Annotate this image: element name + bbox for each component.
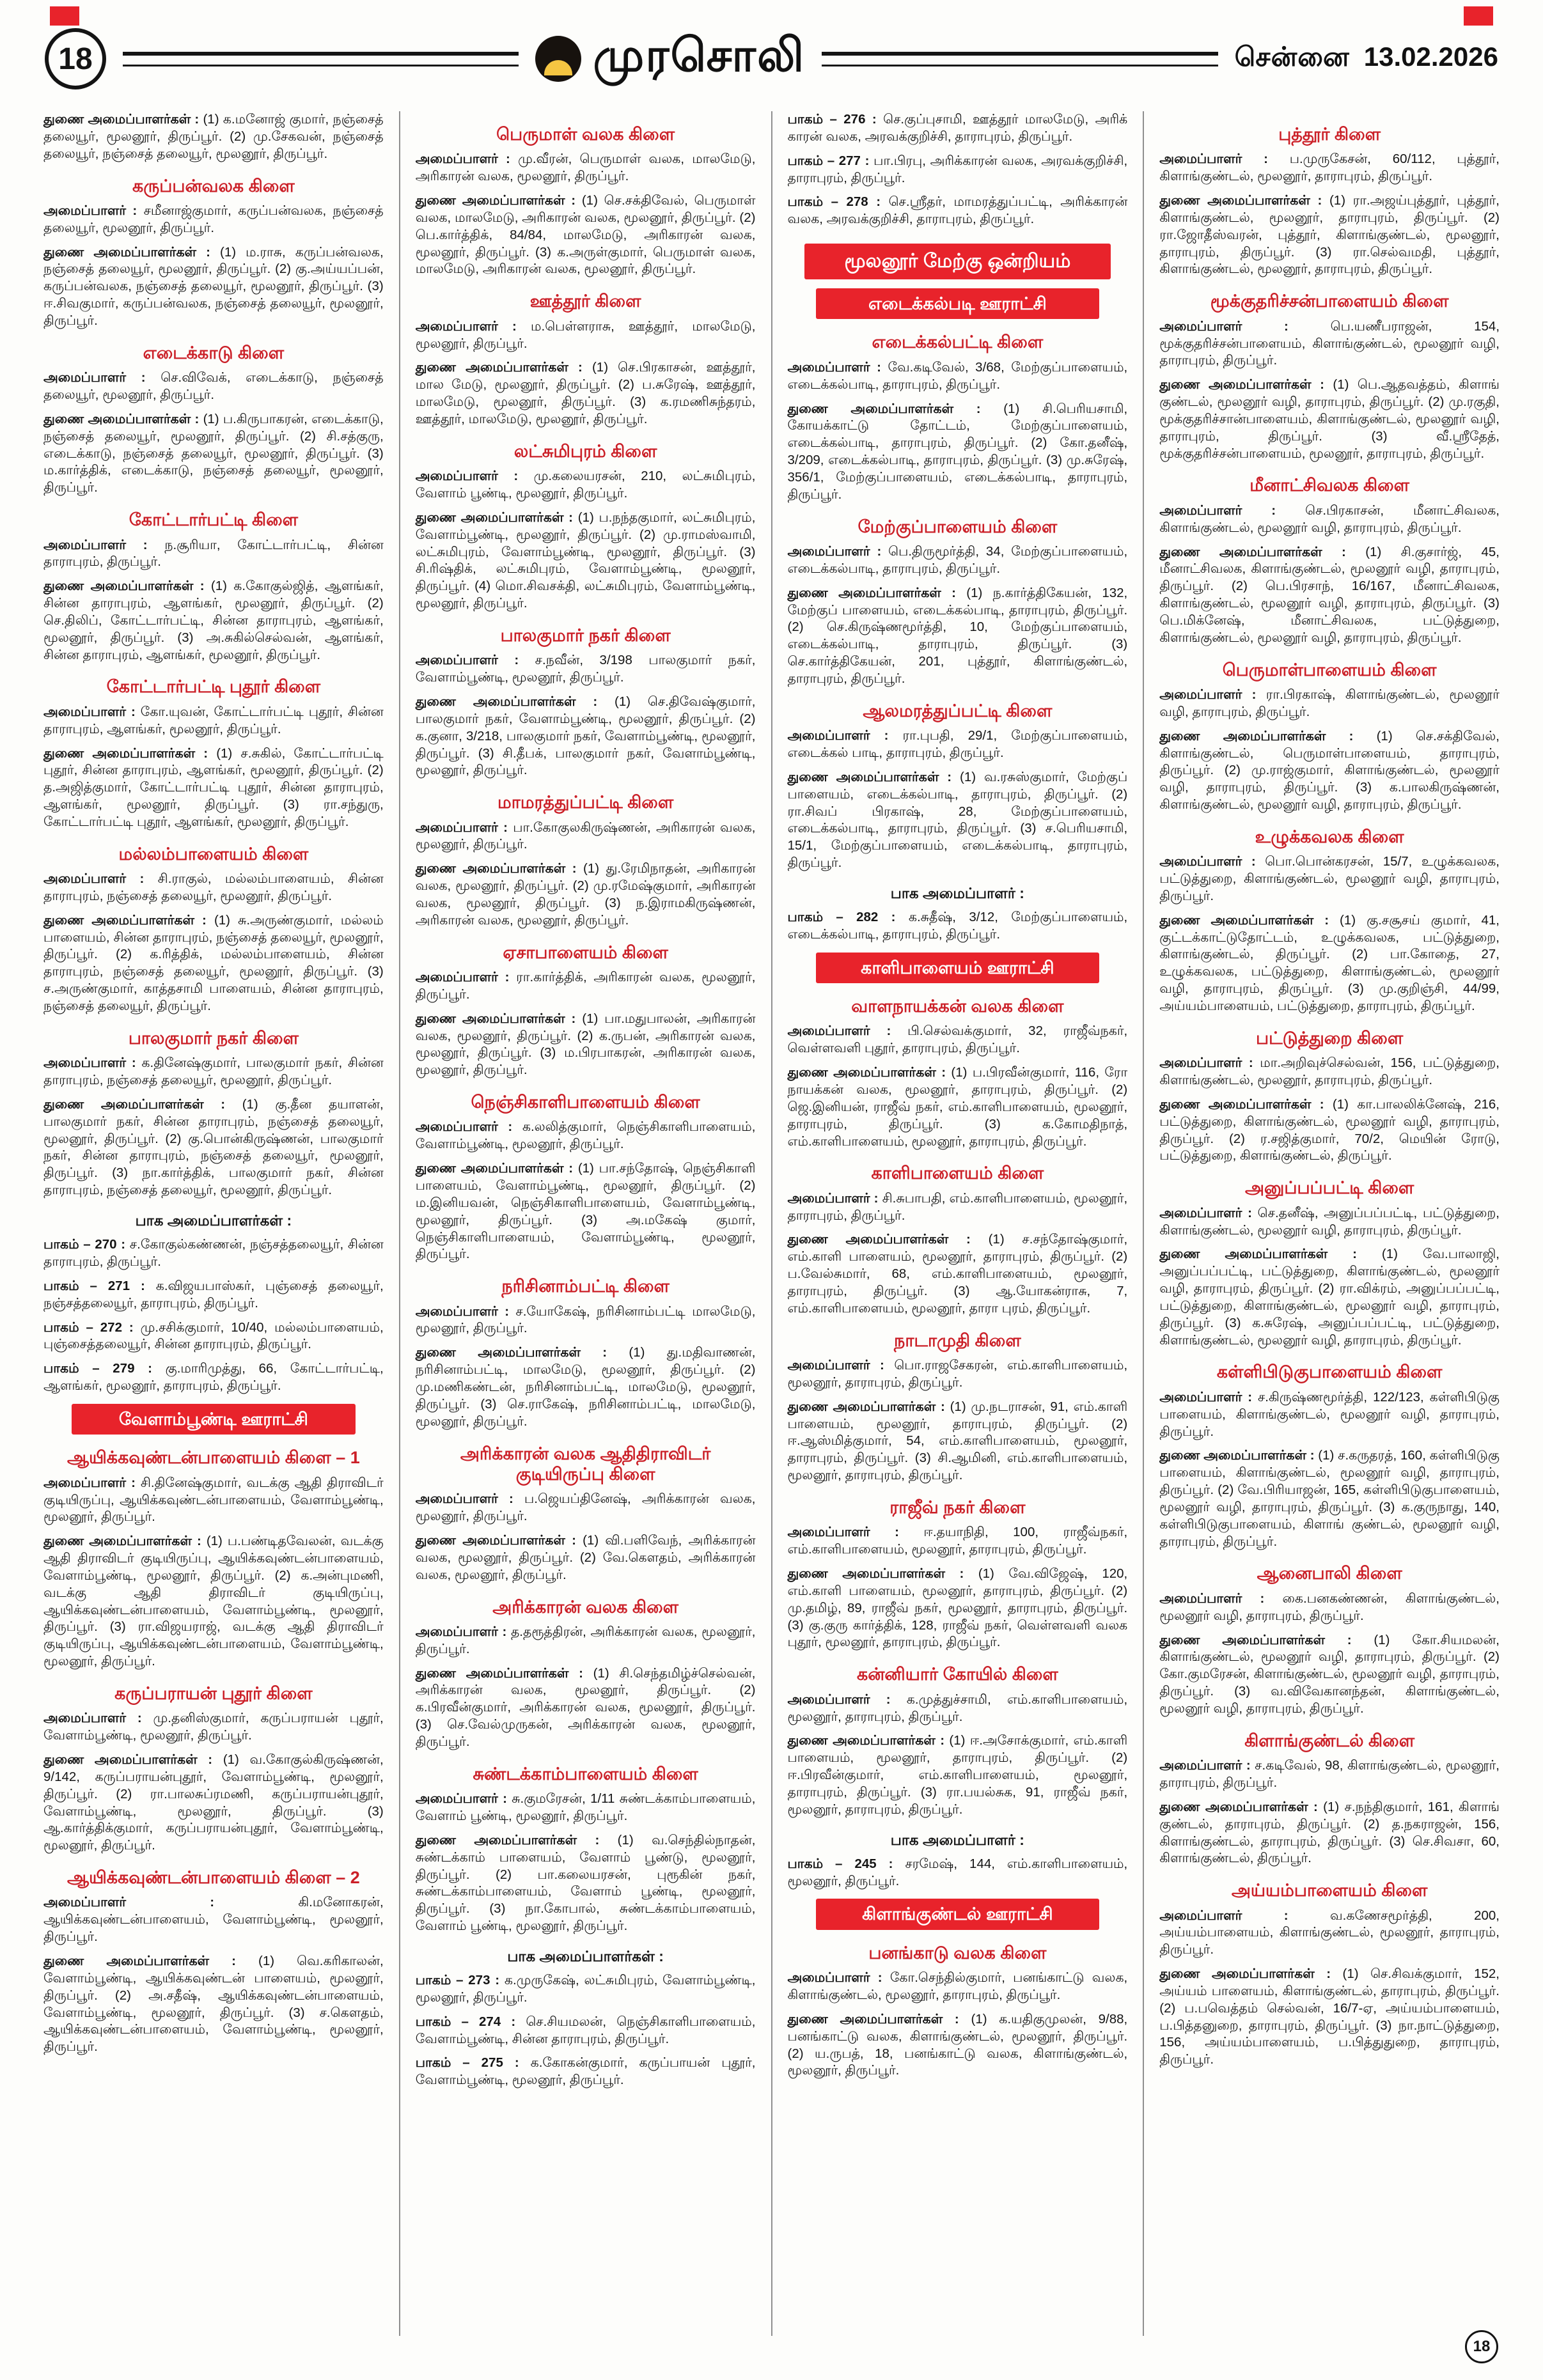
entry-lead: துணை அமைப்பாளர்கள் : <box>787 1399 950 1414</box>
entry-paragraph: அமைப்பாளர் : சி.தினேஷ்குமார், வடக்கு ஆதி திராவிடர் குடியிருப்பு, ஆயிக்கவுண்டன்பாளையம், வேளாம்பூண்டி, மூலனூர், திருப்பூர். <box>43 1475 384 1525</box>
entry-lead: அமைப்பாளர் : <box>1159 152 1290 167</box>
branch-heading: பனங்காடு வலக கிளை <box>868 1943 1047 1963</box>
dateline <box>1235 42 1498 76</box>
entry-paragraph: துணை அமைப்பாளர்கள் : (1) ச.சுகில், கோட்டார்பட்டி புதூர், சின்ன தாராபுரம், ஆளங்கர், மூலனூர், திருப்பூர். (2) த.அஜித்குமார், கோட்டார்பட்டி புதூர், சின்ன தாராபுரம், ஆளங்கர், மூலனூர், திருப்பூர். (3) ரா.சந்துரு, கோட்டார்பட்டி புதூர், ஆளங்கர், மூலனூர், திருப்பூர். <box>43 745 384 829</box>
entry-lead: அமைப்பாளர் : <box>415 1303 516 1319</box>
branch-heading: ஆனைபாலி கிளை <box>1257 1564 1402 1583</box>
entry-paragraph: துணை அமைப்பாளர்கள் : (1) பா.சந்தோஷ், நெஞ்சிகாளி பாளையம், வேளாம்பூண்டி, மூலனூர், திருப்பூர். (2) ம.இனியவன், நெஞ்சிகாளிபாளையம், வேளாம்பூண்டி, மூலனூர், திருப்பூர். (3) அ.மகேஷ் குமார், நெஞ்சிகாளிபாளையம், வேளாம்பூண்டி, மூலனூர், திருப்பூர். <box>415 1161 756 1262</box>
entry-paragraph: அமைப்பாளர் : சி.சுபாபதி, எம்.காளிபாளையம், மூலனூர், தாராபுரம், திருப்பூர். <box>787 1190 1128 1223</box>
entry-paragraph: துணை அமைப்பாளர்கள் : (1) சி.குசார்ஜ், 45, மீனாட்சிவலக, கிளாங்குண்டல், மூலனூர் வழி, தாராபுரம், திருப்பூர். (2) பெ.பிரசாந், 16/167, மீனாட்சிவலக, கிளாங்குண்டல், மூலனூர் வழி, தாராபுரம், திருப்பூர். (3) பெ.மிக்னேஷ், மீனாட்சிவலக, பட்டுத்துறை, கிளாங்குண்டல், மூலனூர் வழி, தாராபுரம், திருப்பூர். <box>1159 544 1500 645</box>
header-rule-left <box>123 52 519 66</box>
entry-paragraph: துணை அமைப்பாளர்கள் : (1) செ.சக்திவேல், பெருமாள் வலக, மாலமேடு, அரிகாரன் வலக, மூலனூர், திருப்பூர். (2) பெ.கார்த்திக், 84/84, மாலமேடு, அரிகாரன் வலக, மூலனூர், திருப்பூர். (3) க.அருள்குமார், பெருமாள் வலக, மாலமேடு, அரிகாரன் வலக, மூலனூர், திருப்பூர். <box>415 193 756 277</box>
entry-paragraph: பாகம் – 277 : பா.பிரபு, அரிக்காரன் வலக, அரவக்குறிச்சி, தாராபுரம், திருப்பூர். <box>787 153 1128 185</box>
entry-paragraph: அமைப்பாளர் : சி.ராகுல், மல்லம்பாளையம், சின்ன தாராபுரம், நஞ்சைத் தலையூர், மூலனூர், திருப்பூர். <box>43 871 384 903</box>
entry-lead: துணை அமைப்பாளர்கள் : <box>43 411 203 426</box>
entry-lead: அமைப்பாளர் : <box>1159 1591 1283 1606</box>
branch-heading: நரிசினாம்பட்டி கிளை <box>501 1277 670 1296</box>
entry-lead: அமைப்பாளர் : <box>43 537 165 552</box>
entry-paragraph: துணை அமைப்பாளர்கள் : (1) ரா.அஜய்புத்தூர், புத்தூர், கிளாங்குண்டல், மூலனூர், தாராபுரம், திருப்பூர். (2) ரா.ஜோதீஸ்வரன், புத்தூர், கிளாங்குண்டல், மூலனூர், தாராபுரம், திருப்பூர். (3) ரா.செல்வமதி, புத்தூர், கிளாங்குண்டல், மூலனூர், தாராபுரம், திருப்பூர். <box>1159 193 1500 277</box>
entry-paragraph: பாகம் – 272 : மு.சசிக்குமார், 10/40, மல்லம்பாளையம், புஞ்சைத்தலையூர், சின்ன தாராபுரம், திருப்பூர். <box>43 1319 384 1352</box>
entry-paragraph: அமைப்பாளர் : சமீனாஜ்குமார், கருப்பன்வலக, நஞ்சைத் தலையூர், மூலனூர், திருப்பூர். <box>43 203 384 235</box>
entry-lead: துணை அமைப்பாளர்கள் : <box>415 1665 593 1681</box>
entry-lead: துணை அமைப்பாளர்கள் : <box>43 1096 242 1112</box>
entry-paragraph: அமைப்பாளர் : க.லலித்குமார், நெஞ்சிகாளிபாளையம், வேளாம்பூண்டி, மூலனூர், திருப்பூர். <box>415 1119 756 1152</box>
entry-lead: துணை அமைப்பாளர்கள் : <box>43 1752 223 1768</box>
entry-paragraph: அமைப்பாளர் : கை.பனகண்ணன், கிளாங்குண்டல், மூலனூர் வழி, தாராபுரம், திருப்பூர். <box>1159 1591 1500 1623</box>
entry-paragraph: பாகம் – 273 : க.முருகேஷ், லட்சுமிபுரம், வேளாம்பூண்டி, மூலனூர், திருப்பூர். <box>415 1973 756 2005</box>
entry-lead: பாகம் – 245 : <box>787 1856 905 1871</box>
entry-lead: அமைப்பாளர் : <box>787 1525 924 1540</box>
branch-heading: மீனாட்சிவலக கிளை <box>1249 476 1410 495</box>
entry-paragraph: அமைப்பாளர் : பி.செல்வக்குமார், 32, ராஜீவ்நகர், வெள்ளவளி புதூர், தாராபுரம், திருப்பூர். <box>787 1023 1128 1056</box>
entry-paragraph: துணை அமைப்பாளர்கள் : (1) வே.விஜேஷ், 120, எம்.காளி பாளையம், மூலனூர், தாராபுரம், திருப்பூர். (2) மு.தமிழ், 89, ராஜீவ் நகர், மூலனூர், தாராபுரம், திருப்பூர். (3) கு.குரு கார்த்திக், 128, ராஜீவ் நகர், வெள்ளவளி வலக புதூர், மூலனூர், தாராபுரம், திருப்பூர். <box>787 1566 1128 1650</box>
corner-mark-icon <box>50 6 79 26</box>
entry-lead: துணை அமைப்பாளர்கள் : <box>787 1232 989 1247</box>
entry-lead: துணை அமைப்பாளர்கள் : <box>415 694 615 709</box>
entry-lead: அமைப்பாளர் : <box>1159 1205 1258 1220</box>
entry-paragraph: அமைப்பாளர் : வே.கடிவேல், 3/68, மேற்குப்பாளையம், எடைக்கல்பாடி, தாராபுரம், திருப்பூர். <box>787 359 1128 392</box>
entry-paragraph: பாகம் – 245 : சரமேஷ், 144, எம்.காளிபாளையம், மூலனூர், திருப்பூர். <box>787 1856 1128 1888</box>
entry-lead: துணை அமைப்பாளர்கள் : <box>787 1566 978 1582</box>
entry-lead: பாகம் – 282 : <box>787 910 909 924</box>
entry-paragraph: அமைப்பாளர் : சு.குமரேசன், 1/11 சுண்டக்காம்பாளையம், வேளாம் பூண்டி, மூலனூர், திருப்பூர். <box>415 1791 756 1824</box>
entry-lead: அமைப்பாளர் : <box>415 970 517 985</box>
entry-paragraph: துணை அமைப்பாளர்கள் : (1) ப.பிரவீன்குமார், 116, ரோ நாயக்கன் வலக, மூலனூர், தாராபுரம், திருப்பூர். (2) ஜெ.இனியன், ராஜீவ் நகர், எம்.காளிபாளையம், மூலனூர், தாராபுரம், திருப்பூர். (3) க.கோமதிநாத், எம்.காளிபாளையம், மூலனூர், தாராபுரம், திருப்பூர். <box>787 1065 1128 1149</box>
entry-lead: துணை அமைப்பாளர்கள் : <box>1159 544 1366 559</box>
entry-paragraph: துணை அமைப்பாளர்கள் : (1) வ.கோகுல்கிருஷ்ணன், 9/142, கருப்பராயன்புதூர், வேளாம்பூண்டி, மூலனூர், திருப்பூர். (2) ரா.பாலசுப்ரமணி, கருப்பராயன்புதூர், வேளாம்பூண்டி, மூலனூர், திருப்பூர். (3) ஆ.கார்த்திக்குமார், கருப்பராயன்புதூர், வேளாம்பூண்டி, மூலனூர், திருப்பூர். <box>43 1752 384 1853</box>
entry-lead: அமைப்பாளர் : <box>787 728 903 743</box>
branch-heading: ஏசாபாளையம் கிளை <box>503 942 668 962</box>
entry-paragraph: துணை அமைப்பாளர்கள் : (1) க.கோகுல்ஜித், ஆளங்கர், சின்ன தாராபுரம், ஆளங்கர், மூலனூர், திருப்பூர். (2) செ.திலிப், கோட்டார்பட்டி, சின்ன தாராபுரம், ஆளங்கர், மூலனூர், திருப்பூர். (3) அ.சுகில்செல்வன், ஆளங்கர், சின்ன தாராபுரம், ஆளங்கர், மூலனூர், திருப்பூர். <box>43 579 384 662</box>
branch-heading: பாலகுமார் நகர் கிளை <box>128 1028 299 1048</box>
entry-paragraph: துணை அமைப்பாளர்கள் : (1) செ.திவேஷ்குமார், பாலகுமார் நகர், வேளாம்பூண்டி, மூலனூர், திருப்பூர். (2) க.குனா, 3/218, பாலகுமார் நகர், வேளாம்பூண்டி, மூலனூர், திருப்பூர். (3) சி.தீபக், பாலகுமார் நகர், வேளாம்பூண்டி, மூலனூர், திருப்பூர். <box>415 694 756 778</box>
entry-lead: அமைப்பாளர் : <box>43 871 158 887</box>
entry-lead: துணை அமைப்பாளர்கள் : <box>43 1954 259 1968</box>
entry-lead: அமைப்பாளர் : <box>43 370 161 385</box>
entry-lead: அமைப்பாளர் : <box>43 1895 299 1910</box>
branch-heading: ஆயிக்கவுண்டன்பாளையம் கிளை – 1 <box>67 1448 360 1468</box>
entry-lead: அமைப்பாளர் : <box>415 820 513 835</box>
column-2 <box>400 111 772 2336</box>
entry-paragraph: பாகம் – 279 : கு.மாரிமுத்து, 66, கோட்டார்பட்டி, ஆளங்கர், மூலனூர், தாராபுரம், திருப்பூர். <box>43 1361 384 1394</box>
entry-paragraph: துணை அமைப்பாளர்கள் : (1) ச.கருதரத், 160, கள்ளிபிடுகு பாளையம், கிளாங்குண்டல், மூலனூர் வழி, தாராபுரம், திருப்பூர். (2) வே.பிரியாஜன், 165, கள்ளிபிடுகுபாளையம், மூலனூர் வழி, தாராபுரம், திருப்பூர். (3) க.குருநாது, 140, கள்ளிபிடுகுபாளையம், கிளாங் குண்டல், மூலனூர் வழி, தாராபுரம், திருப்பூர். <box>1159 1448 1500 1549</box>
entry-lead: அமைப்பாளர் : <box>787 543 889 559</box>
edition-name: சென்னை <box>1234 42 1350 72</box>
entry-lead: பாகம் – 274 : <box>415 2014 526 2029</box>
entry-lead: துணை அமைப்பாளர்கள் : <box>787 2011 971 2026</box>
entry-paragraph: அமைப்பாளர் : ம.பெள்ளராசு, ஊத்தூர், மாலமேடு, மூலனூர், திருப்பூர். <box>415 318 756 351</box>
column-4 <box>1144 111 1502 2336</box>
entry-paragraph: அமைப்பாளர் : கோ.செந்தில்குமார், பனங்காட்டு வலக, கிளாங்குண்டல், மூலனூர், தாராபுரம், திருப்பூர். <box>787 1970 1128 2002</box>
entry-paragraph: துணை அமைப்பாளர்கள் : (1) செ.பிரகாசன், ஊத்தூர், மால மேடு, மூலனூர், திருப்பூர். (2) ப.சுரேஷ், ஊத்தூர், மாலமேடு, மூலனூர், திருப்பூர். (3) க.ரமணிசுந்தரம், ஊத்தூர், மாலமேடு, மூலனூர், திருப்பூர். <box>415 360 756 426</box>
entry-paragraph: அமைப்பாளர் : ரா.கார்த்திக், அரிகாரன் வலக, மூலனூர், திருப்பூர். <box>415 970 756 1002</box>
entry-lead: அமைப்பாளர் : <box>415 469 534 484</box>
part-organizers-label: பாக அமைப்பாளர் : <box>890 1831 1024 1848</box>
entry-paragraph: அமைப்பாளர் : செ.விவேக், எடைக்காடு, நஞ்சைத் தலையூர், மூலனூர், திருப்பூர். <box>43 370 384 403</box>
entry-paragraph: அமைப்பாளர் : க.முத்துச்சாமி, எம்.காளிபாளையம், மூலனூர், தாராபுரம், திருப்பூர். <box>787 1692 1128 1724</box>
entry-lead: துணை அமைப்பாளர்கள் : <box>43 912 214 928</box>
branch-heading: வாளநாயக்கன் வலக கிளை <box>851 997 1064 1016</box>
entry-paragraph: பாகம் – 278 : செ.ஸ்ரீதர், மாமரத்துப்பட்டி, அரிக்காரன் வலக, அரவக்குறிச்சி, தாராபுரம், திருப்பூர். <box>787 194 1128 227</box>
entry-lead: அமைப்பாளர் : <box>415 152 519 167</box>
entry-paragraph: துணை அமைப்பாளர்கள் : (1) பெ.ஆதவத்தம், கிளாங் குண்டல், மூலனூர் வழி, தாராபுரம், திருப்பூர். (2) மு.ரகுதி, மூக்குதரிச்சான்பாளையம், கிளாங்குண்டல், மூலனூர் வழி, தாராபுரம், திருப்பூர். (3) வீ.ஸ்ரீதேத், மூக்குதரிச்சன்பாளையம், மூலனூர், தாராபுரம், திருப்பூர். <box>1159 377 1500 461</box>
entry-lead: அமைப்பாளர் : <box>1159 1389 1258 1404</box>
entry-lead: துணை அமைப்பாளர்கள் : <box>787 401 1004 416</box>
entry-lead: அமைப்பாளர் : <box>1159 1055 1260 1071</box>
entry-paragraph: துணை அமைப்பாளர்கள் : (1) சி.செந்தமிழ்ச்செல்வன், அரிக்காரன் வலக, மூலனூர், திருப்பூர். (2) க.பிரவீன்குமார், அரிக்காரன் வலக, மூலனூர், திருப்பூர். (3) செ.வேல்முருகன், அரிக்காரன் வலக, மூலனூர், திருப்பூர். <box>415 1665 756 1749</box>
entry-paragraph: துணை அமைப்பாளர்கள் : (1) ப.கிருபாகரன், எடைக்காடு, நஞ்சைத் தலையூர், மூலனூர், திருப்பூர். (2) சி.சத்குரு, எடைக்காடு, நஞ்சைத் தலையூர், மூலனூர், திருப்பூர். (3) ம.கார்த்திக், எடைக்காடு, நஞ்சைத் தலையூர், மூலனூர், திருப்பூர். <box>43 411 384 495</box>
branch-heading: கருப்பராயன் புதூர் கிளை <box>114 1683 313 1703</box>
entry-lead: அமைப்பாளர் : <box>1159 687 1266 702</box>
entry-lead: துணை அமைப்பாளர்கள் : <box>1159 1096 1333 1112</box>
branch-heading: ஊத்தூர் கிளை <box>529 292 641 311</box>
entry-paragraph: துணை அமைப்பாளர்கள் : (1) ம.ராசு, கருப்பன்வலக, நஞ்சைத் தலையூர், மூலனூர், திருப்பூர். (2) கு.அய்யப்பன், கருப்பன்வலக, நஞ்சைத் தலையூர், மூலனூர், திருப்பூர். (3) ஈ.சிவகுமார், கருப்பன்வலக, நஞ்சைத் தலையூர், மூலனூர், திருப்பூர். <box>43 244 384 328</box>
entry-paragraph: அமைப்பாளர் : பொ.ராஜசேகரன், எம்.காளிபாளையம், மூலனூர், தாராபுரம், திருப்பூர். <box>787 1358 1128 1390</box>
footer-page-number: 18 <box>1465 2330 1498 2363</box>
entry-paragraph: துணை அமைப்பாளர்கள் : (1) சி.பெரியசாமி, கோயக்காட்டு தோட்டம், மேற்குப்பாளையம், எடைக்கல்பாடி, தாராபுரம், திருப்பூர். (2) கோ.தனீஷ், 3/209, எடைக்கல்பாடி, தாராபுரம், திருப்பூர். (3) மு.சுரேஷ், 356/1, மேற்குப்பாளையம், எடைக்கல்பாடி, தாராபுரம், திருப்பூர். <box>787 401 1128 502</box>
entry-paragraph: அமைப்பாளர் : க.தினேஷ்குமார், பாலகுமார் நகர், சின்ன தாராபுரம், நஞ்சைத் தலையூர், மூலனூர், திருப்பூர். <box>43 1055 384 1088</box>
entry-paragraph: துணை அமைப்பாளர்கள் : (1) ந.கார்த்திகேயன், 132, மேற்குப் பாளையம், எடைக்கல்பாடி, தாராபுரம், திருப்பூர். (2) செ.கிருஷ்ணமூர்த்தி, 10, மேற்குப்பாளையம், எடைக்கல்பாடி, தாராபுரம், திருப்பூர். (3) செ.கார்த்திகேயன், 201, புத்தூர், கிளாங்குண்டல், தாராபுரம், திருப்பூர். <box>787 585 1128 686</box>
entry-paragraph: அமைப்பாளர் : செ.தனீஷ், அனுப்பப்பட்டி, பட்டுத்துறை, கிளாங்குண்டல், மூலனூர் வழி, தாராபுரம், திருப்பூர். <box>1159 1205 1500 1238</box>
entry-paragraph: அமைப்பாளர் : பா.கோகுலகிருஷ்ணன், அரிகாரன் வலக, மூலனூர், திருப்பூர். <box>415 820 756 852</box>
entry-lead: துணை அமைப்பாளர்கள் : <box>415 1011 583 1026</box>
branch-heading: காளிபாளையம் கிளை <box>871 1163 1044 1183</box>
branch-heading: எடைக்கல்பட்டி கிளை <box>872 332 1044 352</box>
part-organizers-label: பாக அமைப்பாளர்கள் : <box>507 1947 664 1964</box>
part-organizers-label: பாக அமைப்பாளர் : <box>890 884 1024 901</box>
entry-lead: பாகம் – 277 : <box>787 153 874 168</box>
branch-heading: பட்டுத்துறை கிளை <box>1256 1028 1404 1048</box>
entry-paragraph: துணை அமைப்பாளர்கள் : (1) கு.தீன தயாளன், பாலகுமார் நகர், சின்ன தாராபுரம், நஞ்சைத் தலையூர், மூலனூர், திருப்பூர். (2) கு.பொன்கிருஷ்ணன், பாலகுமார் நகர், சின்ன தாராபுரம், நஞ்சைத் தலையூர், மூலனூர், திருப்பூர். (3) நா.கார்த்திக், பாலகுமார் நகர், சின்ன தாராபுரம், நஞ்சைத் தலையூர், மூலனூர், திருப்பூர். <box>43 1096 384 1198</box>
branch-heading: அரிக்காரன் வலக ஆதிதிராவிடர் குடியிருப்பு கிளை <box>460 1443 711 1484</box>
branch-heading: ஆயிக்கவுண்டன்பாளையம் கிளை – 2 <box>67 1868 360 1888</box>
entry-paragraph: அமைப்பாளர் : ரா.புபதி, 29/1, மேற்குப்பாளையம், எடைக்கல் பாடி, தாராபுரம், திருப்பூர். <box>787 728 1128 760</box>
entry-paragraph: அமைப்பாளர் : வ.கணேசமூர்த்தி, 200, அய்யம்பாளையம், கிளாங்குண்டல், மூலனூர், தாராபுரம், திருப்பூர். <box>1159 1908 1500 1957</box>
entry-lead: துணை அமைப்பாளர்கள் : <box>415 1161 578 1176</box>
entry-lead: பாகம் – 276 : <box>787 112 884 127</box>
page-header <box>0 0 1543 100</box>
entry-paragraph: அமைப்பாளர் : கோ.யுவன், கோட்டார்பட்டி புதூர், சின்ன தாராபுரம், ஆளங்கர், மூலனூர், திருப்பூர். <box>43 704 384 736</box>
entry-lead: துணை அமைப்பாளர்கள் : <box>1159 1799 1324 1814</box>
entry-lead: துணை அமைப்பாளர்கள் : <box>787 1065 952 1080</box>
entry-paragraph: அமைப்பாளர் : செ.பிரகாசன், மீனாட்சிவலக, கிளாங்குண்டல், மூலனூர் வழி, தாராபுரம், திருப்பூர். <box>1159 502 1500 535</box>
entry-lead: அமைப்பாளர் : <box>787 1190 882 1206</box>
entry-lead: துணை அமைப்பாளர்கள் : <box>415 193 582 208</box>
entry-lead: அமைப்பாளர் : <box>43 1055 142 1071</box>
entry-lead: துணை அமைப்பாளர்கள் : <box>43 1534 207 1549</box>
entry-lead: துணை அமைப்பாளர்கள் : <box>787 769 960 784</box>
entry-paragraph: துணை அமைப்பாளர்கள் : (1) சு.அருண்குமார், மல்லம் பாளையம், சின்ன தாராபுரம், நஞ்சைத் தலையூர், மூலனூர், திருப்பூர். (2) க.ரித்திக், மல்லம்பாளையம், சின்ன தாராபுரம், நஞ்சைத் தலையூர், மூலனூர், திருப்பூர். (3) ச.அருண்குமார், காத்தசாமி பாளையம், சின்ன தாராபுரம், நஞ்சைத் தலையூர், திருப்பூர். <box>43 912 384 1014</box>
entry-paragraph: துணை அமைப்பாளர்கள் : (1) வெ.கரிகாலன், வேளாம்பூண்டி, ஆயிக்கவுண்டன் பாளையம், மூலனூர், திருப்பூர். (2) அ.சதீஷ், ஆயிக்கவுண்டன்பாளையம், வேளாம்பூண்டி, மூலனூர், திருப்பூர். (3) ச.கௌதம், ஆயிக்கவுண்டன்பாளையம், வேளாம்பூண்டி, மூலனூர், திருப்பூர். <box>43 1954 384 2055</box>
branch-heading: மூக்குதரிச்சன்பாளையம் கிளை <box>1210 292 1449 311</box>
entry-lead: துணை அமைப்பாளர்கள் : <box>415 360 592 375</box>
entry-lead: அமைப்பாளர் : <box>43 203 144 218</box>
entry-lead: துணை அமைப்பாளர்கள் : <box>415 1533 583 1548</box>
entry-paragraph: அமைப்பாளர் : ப.முருகேசன், 60/112, புத்தூர், கிளாங்குண்டல், மூலனூர், தாராபுரம், திருப்பூர். <box>1159 152 1500 184</box>
entry-paragraph: அமைப்பாளர் : ச.யோகேஷ், நரிசினாம்பட்டி மாலமேடு, மூலனூர், திருப்பூர். <box>415 1303 756 1336</box>
entry-paragraph: அமைப்பாளர் : மா.அறிவுச்செல்வன், 156, பட்டுத்துறை, கிளாங்குண்டல், மூலனூர், தாராபுரம், திருப்பூர். <box>1159 1055 1500 1088</box>
entry-lead: அமைப்பாளர் : <box>43 1475 141 1490</box>
entry-paragraph: அமைப்பாளர் : கி.மனோகரன், ஆயிக்கவுண்டன்பாளையம், வேளாம்பூண்டி, மூலனூர், திருப்பூர். <box>43 1895 384 1945</box>
union-banner: மூலனூர் மேற்கு ஒன்றியம் <box>804 244 1111 279</box>
entry-paragraph: பாகம் – 271 : க.விஜயபாஸ்கர், புஞ்சைத் தலையூர், நஞ்சத்தலையூர், தாராபுரம், திருப்பூர். <box>43 1278 384 1311</box>
entry-paragraph: அமைப்பாளர் : மு.கலையரசன், 210, லட்சுமிபுரம், வேளாம் பூண்டி, மூலனூர், திருப்பூர். <box>415 469 756 501</box>
rising-sun-logo-icon <box>535 36 581 82</box>
entry-paragraph: அமைப்பாளர் : ச.நவீன், 3/198 பாலகுமார் நகர், வேளாம்பூண்டி, மூலனூர், திருப்பூர். <box>415 653 756 685</box>
entry-lead: துணை அமைப்பாளர்கள் : <box>1159 1966 1343 1982</box>
entry-lead: துணை அமைப்பாளர்கள் : <box>1159 377 1333 393</box>
entry-paragraph: துணை அமைப்பாளர்கள் : (1) ச.நந்திகுமார், 161, கிளாங் குண்டல், தாராபுரம், திருப்பூர். (2) த.நகராஜன், 156, கிளாங்குண்டல், தாராபுரம், திருப்பூர். (3) செ.சிவசா, 60, கிளாங்குண்டல், திருப்பூர். <box>1159 1799 1500 1866</box>
entry-paragraph: துணை அமைப்பாளர்கள் : (1) கு.சசூசய் குமார், 41, குட்டக்காட்டுதோட்டம், உழுக்கவலக, பட்டுத்துறை, கிளாங்குண்டல், திருப்பூர். (2) பா.கோதை, 27, உழுக்கவலக, பட்டுத்துறை, கிளாங்குண்டல், மூலனூர் வழி, தாராபுரம், திருப்பூர். (3) மு.குறிஞ்சி, 44/99, அய்யம்பாளையம், பட்டுத்துறை, தாராபுரம், திருப்பூர். <box>1159 912 1500 1014</box>
entry-lead: அமைப்பாளர் : <box>787 1023 908 1039</box>
entry-lead: அமைப்பாளர் : <box>787 1970 890 1986</box>
branch-heading: ஆலமரத்துப்பட்டி கிளை <box>863 701 1053 720</box>
masthead-title: முரசொலி <box>593 30 806 81</box>
entry-paragraph: துணை அமைப்பாளர்கள் : (1) மு.நடராசன், 91, எம்.காளி பாளையம், மூலனூர், தாராபுரம், திருப்பூர். (2) ஈ.ஆஸ்மித்குமார், 54, எம்.காளிபாளையம், மூலனூர், தாராபுரம், திருப்பூர். (3) சி.ஆமினி, எம்.காளிபாளையம், மூலனூர், தாராபுரம், திருப்பூர். <box>787 1399 1128 1483</box>
entry-paragraph: துணை அமைப்பாளர்கள் : (1) ச.சந்தோஷ்குமார், எம்.காளி பாளையம், மூலனூர், தாராபுரம், திருப்பூர். (2) ப.வேல்சுமார், 68, எம்.காளிபாளையம், மூலனூர், தாராபுரம், திருப்பூர். (3) ஆ.யோகன்ராசு, 7, எம்.காளிபாளையம், மூலனூர், தாரா புரம், திருப்பூர். <box>787 1232 1128 1316</box>
entry-paragraph: துணை அமைப்பாளர்கள் : (1) து.மதிவாணன், நரிசினாம்பட்டி, மாலமேடு, மூலனூர், திருப்பூர். (2) மு.மணிகண்டன், நரிசினாம்பட்டி, மாலமேடு, மூலனூர், திருப்பூர். (3) செ.ராகேஷ், நரிசினாம்பட்டி, மாலமேடு, மூலனூர், திருப்பூர். <box>415 1345 756 1429</box>
panchayat-banner: எடைக்கல்படி ஊராட்சி <box>816 288 1100 319</box>
entry-paragraph: துணை அமைப்பாளர்கள் : (1) வ.ரசுஸ்குமார், மேற்குப் பாளையம், எடைக்கல்பாடி, தாராபுரம், திருப்பூர். (2) ரா.சிவப் பிரகாஷ், 28, மேற்குப்பாளையம், எடைக்கல்பாடி, தாராபுரம், திருப்பூர். (3) ச.பெரியசாமி, 15/1, மேற்குப்பாளையம், எடைக்கல்பாடி, தாராபுரம், திருப்பூர். <box>787 769 1128 871</box>
entry-paragraph: அமைப்பாளர் : ந.சூரியா, கோட்டார்பட்டி, சின்ன தாராபுரம், திருப்பூர். <box>43 537 384 570</box>
branch-heading: புத்தூர் கிளை <box>1278 125 1381 144</box>
entry-lead: அமைப்பாளர் : <box>1159 854 1265 869</box>
branch-heading: எடைக்காடு கிளை <box>143 343 285 362</box>
header-rule-right <box>822 52 1218 66</box>
entry-lead: அமைப்பாளர் : <box>415 318 531 334</box>
entry-paragraph: அமைப்பாளர் : பெ.யணீபராஜன், 154, மூக்குதரிச்சன்பாளையம், கிளாங்குண்டல், மூலனூர் வழி, தாராபுரம், திருப்பூர். <box>1159 318 1500 368</box>
entry-paragraph: பாகம் – 274 : செ.சியமலன், நெஞ்சிகாளிபாளையம், வேளாம்பூண்டி, சின்ன தாராபுரம், திருப்பூர். <box>415 2014 756 2046</box>
branch-heading: கோட்டார்பட்டி புதூர் கிளை <box>106 677 321 697</box>
entry-lead: பாகம் – 271 : <box>43 1278 156 1293</box>
branch-heading: சுண்டக்காம்பாளையம் கிளை <box>473 1764 698 1784</box>
entry-paragraph: அமைப்பாளர் : ஈ.தயாநிதி, 100, ராஜீவ்நகர், எம்.காளிபாளையம், மூலனூர், தாராபுரம், திருப்பூர். <box>787 1525 1128 1557</box>
entry-lead: பாகம் – 272 : <box>43 1319 141 1335</box>
entry-lead: அமைப்பாளர் : <box>43 704 141 719</box>
panchayat-banner: காளிபாளையம் ஊராட்சி <box>816 953 1100 983</box>
entry-paragraph: அமைப்பாளர் : பொ.பொன்கரசன், 15/7, உழுக்கவலக, பட்டுத்துறை, கிளாங்குண்டல், மூலனூர் வழி, தாராபுரம், திருப்பூர். <box>1159 854 1500 903</box>
branch-heading: லட்சுமிபுரம் கிளை <box>513 441 657 461</box>
entry-paragraph: துணை அமைப்பாளர்கள் : (1) க.யதிகுமுலன், 9/88, பனங்காட்டு வலக, கிளாங்குண்டல், மூலனூர், திருப்பூர். (2) ய.ருபத், 18, பனங்காட்டு வலக, கிளாங்குண்டல், மூலனூர், திருப்பூர். <box>787 2011 1128 2078</box>
entry-paragraph: துணை அமைப்பாளர்கள் : (1) து.ரேமிநாதன், அரிகாரன் வலக, மூலனூர், திருப்பூர். (2) மு.ரமேஷ்குமார், அரிகாரன் வலக, மூலனூர், திருப்பூர். (3) ந.இராமகிருஷ்ணன், அரிகாரன் வலக, மூலனூர், திருப்பூர். <box>415 861 756 928</box>
content-columns <box>0 100 1543 2355</box>
entry-lead: துணை அமைப்பாளர்கள் : <box>415 861 584 876</box>
entry-paragraph: அமைப்பாளர் : ச.கடிவேல், 98, கிளாங்குண்டல், மூலனூர், தாராபுரம், திருப்பூர். <box>1159 1758 1500 1790</box>
entry-paragraph: துணை அமைப்பாளர்கள் : (1) பா.மதுபாலன், அரிகாரன் வலக, மூலனூர், திருப்பூர். (2) க.ருபன், அரிகாரன் வலக, மூலனூர், திருப்பூர். (3) ம.பிரபாகரன், அரிகாரன் வலக, மூலனூர், திருப்பூர். <box>415 1011 756 1078</box>
branch-heading: கிளாங்குண்டல் கிளை <box>1244 1731 1415 1750</box>
entry-lead: துணை அமைப்பாளர்கள் : <box>415 1345 629 1360</box>
entry-lead: அமைப்பாளர் : <box>1159 1758 1255 1773</box>
branch-heading: அனுப்பப்பட்டி கிளை <box>1245 1178 1414 1198</box>
branch-heading: அரிக்காரன் வலக கிளை <box>492 1597 679 1617</box>
entry-lead: துணை அமைப்பாளர்கள் : <box>787 1733 950 1748</box>
entry-paragraph: துணை அமைப்பாளர்கள் : (1) கோ.சியமலன், கிளாங்குண்டல், மூலனூர் வழி, தாராபுரம், திருப்பூர். (2) கோ.குமரேசன், கிளாங்குண்டல், மூலனூர் வழி, தாராபுரம், திருப்பூர். (3) வ.விவேகானந்தன், கிளாங்குண்டல், மூலனூர் வழி, தாராபுரம், திருப்பூர். <box>1159 1632 1500 1716</box>
branch-heading: பாலகுமார் நகர் கிளை <box>500 625 671 645</box>
entry-lead: துணை அமைப்பாளர்கள் : <box>43 579 211 594</box>
branch-heading: மல்லம்பாளையம் கிளை <box>118 844 309 864</box>
entry-lead: அமைப்பாளர் : <box>415 1624 511 1639</box>
entry-lead: அமைப்பாளர் : <box>415 1491 525 1507</box>
entry-lead: துணை அமைப்பாளர்கள் : <box>43 745 217 761</box>
branch-heading: மாமரத்துப்பட்டி கிளை <box>497 793 674 813</box>
entry-lead: அமைப்பாளர் : <box>1159 502 1306 518</box>
branch-heading: நாடாமுதி கிளை <box>894 1330 1021 1350</box>
entry-lead: பாகம் – 270 : <box>43 1237 130 1252</box>
entry-lead: துணை அமைப்பாளர்கள் : <box>1159 1448 1319 1463</box>
entry-lead: பாகம் – 279 : <box>43 1361 166 1376</box>
branch-heading: பெருமாள் வலக கிளை <box>496 125 675 144</box>
issue-date: 13.02.2026 <box>1363 42 1498 72</box>
entry-paragraph: அமைப்பாளர் : பெ.திருமூர்த்தி, 34, மேற்குப்பாளையம், எடைக்கல்பாடி, தாராபுரம், திருப்பூர். <box>787 543 1128 576</box>
entry-lead: அமைப்பாளர் : <box>415 1119 522 1135</box>
corner-mark-icon <box>1464 6 1493 26</box>
branch-heading: கன்னியார் கோயில் கிளை <box>856 1665 1058 1684</box>
entry-lead: துணை அமைப்பாளர்கள் : <box>1159 1632 1374 1647</box>
panchayat-banner: கிளாங்குண்டல் ஊராட்சி <box>816 1899 1100 1929</box>
entry-lead: துணை அமைப்பாளர்கள் : <box>415 509 578 525</box>
entry-lead: பாகம் – 278 : <box>787 194 889 210</box>
entry-paragraph: பாகம் – 276 : செ.குப்புசாமி, ஊத்தூர் மாலமேடு, அரிக் காரன் வலக, அரவக்குறிச்சி, தாராபுரம், திருப்பூர். <box>787 112 1128 144</box>
entry-paragraph: துணை அமைப்பாளர்கள் : (1) க.மனோஜ் குமார், நஞ்சைத் தலையூர், மூலனூர், திருப்பூர். (2) மு.சேகவன், நஞ்சைத் தலையூர், நஞ்சைத் தலையூர், மூலனூர், திருப்பூர். <box>43 112 384 161</box>
entry-paragraph: அமைப்பாளர் : மு.தனிஸ்குமார், கருப்பராயன் புதூர், வேளாம்பூண்டி, மூலனூர், திருப்பூர். <box>43 1711 384 1743</box>
column-3 <box>772 111 1145 2336</box>
branch-heading: பெருமாள்பாளையம் கிளை <box>1222 660 1437 680</box>
entry-paragraph: அமைப்பாளர் : மு.வீரன், பெருமாள் வலக, மாலமேடு, அரிகாரன் வலக, மூலனூர், திருப்பூர். <box>415 152 756 184</box>
entry-lead: பாகம் – 273 : <box>415 1973 505 1988</box>
branch-heading: கருப்பன்வலக கிளை <box>132 176 295 196</box>
entry-paragraph: பாகம் – 270 : ச.கோகுல்கண்ணன், நஞ்சத்தலையூர், சின்ன தாராபுரம், திருப்பூர். <box>43 1237 384 1269</box>
panchayat-banner: வேளாம்பூண்டி ஊராட்சி <box>72 1404 356 1435</box>
branch-heading: அய்யம்பாளையம் கிளை <box>1231 1881 1428 1901</box>
entry-lead: துணை அமைப்பாளர்கள் : <box>787 585 967 600</box>
entry-paragraph: துணை அமைப்பாளர்கள் : (1) ப.நந்தகுமார், லட்சுமிபுரம், வேளாம்பூண்டி, மூலனூர், திருப்பூர். (2) மு.ராமஸ்வாமி, லட்சுமிபுரம், வேளாம்பூண்டி, மூலனூர், திருப்பூர். (3) சி.ரிஷ்திக், லட்சுமிபுரம், வேளாம்பூண்டி, மூலனூர், திருப்பூர். (4) மொ.சிவசக்தி, லட்சுமிபுரம், வேளாம்பூண்டி, மூலனூர், திருப்பூர். <box>415 509 756 611</box>
entry-paragraph: துணை அமைப்பாளர்கள் : (1) கா.பாலலிக்னேஷ், 216, பட்டுத்துறை, கிளாங்குண்டல், மூலனூர் வழி, தாராபுரம், திருப்பூர். (2) ர.சஜித்குமார், 70/2, மெயின் ரோடு, பட்டுத்துறை, கிளாங்குண்டல், திருப்பூர். <box>1159 1096 1500 1163</box>
entry-lead: அமைப்பாளர் : <box>1159 318 1331 334</box>
branch-heading: நெஞ்சிகாளிபாளையம் கிளை <box>471 1093 700 1112</box>
entry-paragraph: பாகம் – 282 : க.சுதீஷ், 3/12, மேற்குப்பாளையம், எடைக்கல்பாடி, தாராபுரம், திருப்பூர். <box>787 910 1128 942</box>
entry-lead: துணை அமைப்பாளர்கள் : <box>1159 193 1329 208</box>
entry-paragraph: துணை அமைப்பாளர்கள் : (1) ஈ.அசோக்குமார், எம்.காளி பாளையம், மூலனூர், தாராபுரம், திருப்பூர். (2) ஈ.பிரவீன்குமார், எம்.காளிபாளையம், மூலனூர், தாராபுரம், திருப்பூர். (3) ரா.பயல்சுக, 91, ராஜீவ் நகர், மூலனூர், தாராபுரம், திருப்பூர். <box>787 1733 1128 1817</box>
entry-lead: அமைப்பாளர் : <box>415 1791 512 1807</box>
entry-lead: அமைப்பாளர் : <box>787 1692 907 1707</box>
entry-lead: துணை அமைப்பாளர்கள் : <box>1159 728 1377 743</box>
entry-paragraph: துணை அமைப்பாளர்கள் : (1) வ.செந்தில்நாதன், சுண்டக்காம் பாளையம், வேளாம் பூண்டு, மூலனூர், திருப்பூர். (2) பா.கலையரசன், புரூகின் நகர், சுண்டக்காம்பாளையம், வேளாம் பூண்டி, மூலனூர், திருப்பூர். (3) நா.கோபால், சுண்டக்காம்பாளையம், வேளாம் பூண்டி, மூலனூர், திருப்பூர். <box>415 1832 756 1934</box>
entry-lead: துணை அமைப்பாளர்கள் : <box>1159 1247 1382 1262</box>
entry-lead: அமைப்பாளர் : <box>787 359 888 375</box>
part-organizers-label: பாக அமைப்பாளர்கள் : <box>135 1212 292 1229</box>
branch-heading: கள்ளிபிடுகுபாளையம் கிளை <box>1216 1362 1443 1382</box>
branch-heading: உழுக்கவலக கிளை <box>1255 827 1404 846</box>
entry-lead: துணை அமைப்பாளர்கள் : <box>43 244 221 260</box>
entry-paragraph: துணை அமைப்பாளர்கள் : (1) ப.பண்டிதவேலன், வடக்கு ஆதி திராவிடர் குடியிருப்பு, ஆயிக்கவுண்டன்பாளையம், வேளாம்பூண்டி, மூலனூர், திருப்பூர். (2) க.அன்புமணி, வடக்கு ஆதி திராவிடர் குடியிருப்பு, ஆயிக்கவுண்டன்பாளையம், வேளாம்பூண்டி, மூலனூர், திருப்பூர். (3) ரா.விஜயராஜ், வடக்கு ஆதி திராவிடர் குடியிருப்பு, ஆயிக்கவுண்டன்பாளையம், வேளாம்பூண்டி, மூலனூர், திருப்பூர். <box>43 1534 384 1669</box>
entry-lead: அமைப்பாளர் : <box>1159 1908 1331 1923</box>
entry-lead: அமைப்பாளர் : <box>787 1358 895 1373</box>
branch-heading: மேற்குப்பாளையம் கிளை <box>858 517 1058 536</box>
entry-paragraph: பாகம் – 275 : க.கோகன்குமார், கருப்பாயன் புதூர், வேளாம்பூண்டி, மூலனூர், திருப்பூர். <box>415 2055 756 2088</box>
entry-lead: அமைப்பாளர் : <box>43 1711 153 1726</box>
entry-paragraph: அமைப்பாளர் : த.தரூத்திரன், அரிக்காரன் வலக, மூலனூர், திருப்பூர். <box>415 1624 756 1656</box>
entry-paragraph: துணை அமைப்பாளர்கள் : (1) செ.சக்திவேல், கிளாங்குண்டல், பெருமாள்பாளையம், தாராபுரம், திருப்பூர். (2) மு.ராஜ்குமார், கிளாங்குண்டல், மூலனூர் வழி, தாராபுரம், திருப்பூர். (3) க.பாலகிருஷ்ணன், கிளாங்குண்டல், மூலனூர் வழி, தாராபுரம், திருப்பூர். <box>1159 728 1500 813</box>
entry-lead: துணை அமைப்பாளர்கள் : <box>415 1832 618 1847</box>
entry-lead: பாகம் – 275 : <box>415 2055 531 2071</box>
entry-paragraph: அமைப்பாளர் : ரா.பிரகாஷ், கிளாங்குண்டல், மூலனூர் வழி, தாராபுரம், திருப்பூர். <box>1159 687 1500 719</box>
entry-paragraph: துணை அமைப்பாளர்கள் : (1) வி.பளிவேந், அரிக்காரன் வலக, மூலனூர், திருப்பூர். (2) வே.கௌதம், அரிக்காரன் வலக, மூலனூர், திருப்பூர். <box>415 1533 756 1582</box>
entry-lead: துணை அமைப்பாளர்கள் : <box>1159 912 1340 928</box>
branch-heading: கோட்டார்பட்டி கிளை <box>129 510 299 530</box>
entry-paragraph: துணை அமைப்பாளர்கள் : (1) வே.பாலாஜி, அனுப்பப்பட்டி, பட்டுத்துறை, கிளாங்குண்டல், மூலனூர் வழி, தாராபுரம், திருப்பூர். (2) ரா.விக்ரம், அனுப்பப்பட்டி, பட்டுத்துறை, கிளாங்குண்டல், மூலனூர் வழி, தாராபுரம், திருப்பூர். (3) க.சுரேஷ், அனுப்பப்பட்டி, பட்டுத்துறை, கிளாங்குண்டல், மூலனூர் வழி, தாராபுரம், திருப்பூர். <box>1159 1247 1500 1348</box>
branch-heading: ராஜீவ் நகர் கிளை <box>889 1497 1026 1517</box>
entry-lead: அமைப்பாளர் : <box>415 653 535 668</box>
entry-paragraph: அமைப்பாளர் : ப.ஜெயப்தினேஷ், அரிக்காரன் வலக, மூலனூர், திருப்பூர். <box>415 1491 756 1524</box>
page-number-badge: 18 <box>45 28 106 89</box>
entry-paragraph: துணை அமைப்பாளர்கள் : (1) செ.சிவக்குமார், 152, அய்யம் பாளையம், கிளாங்குண்டல், தாராபுரம், திருப்பூர். (2) ப.பவெத்தம் செல்வன், 16/7-ஏ, அய்யம்பாளையம், ப.பித்தனுறை, தாராபுரம், திருப்பூர். (3) நா.நாட்டுத்துறை, 156, அய்யம்பாளையம், ப.பித்துதுறை, தாராபுரம், திருப்பூர். <box>1159 1966 1500 2067</box>
entry-paragraph: அமைப்பாளர் : ச.கிருஷ்ணமூர்த்தி, 122/123, கள்ளிபிடுகு பாளையம், கிளாங்குண்டல், மூலனூர் வழி, தாராபுரம், திருப்பூர். <box>1159 1389 1500 1439</box>
masthead <box>535 29 805 88</box>
column-1 <box>41 111 400 2336</box>
entry-lead: துணை அமைப்பாளர்கள் : <box>43 112 203 127</box>
